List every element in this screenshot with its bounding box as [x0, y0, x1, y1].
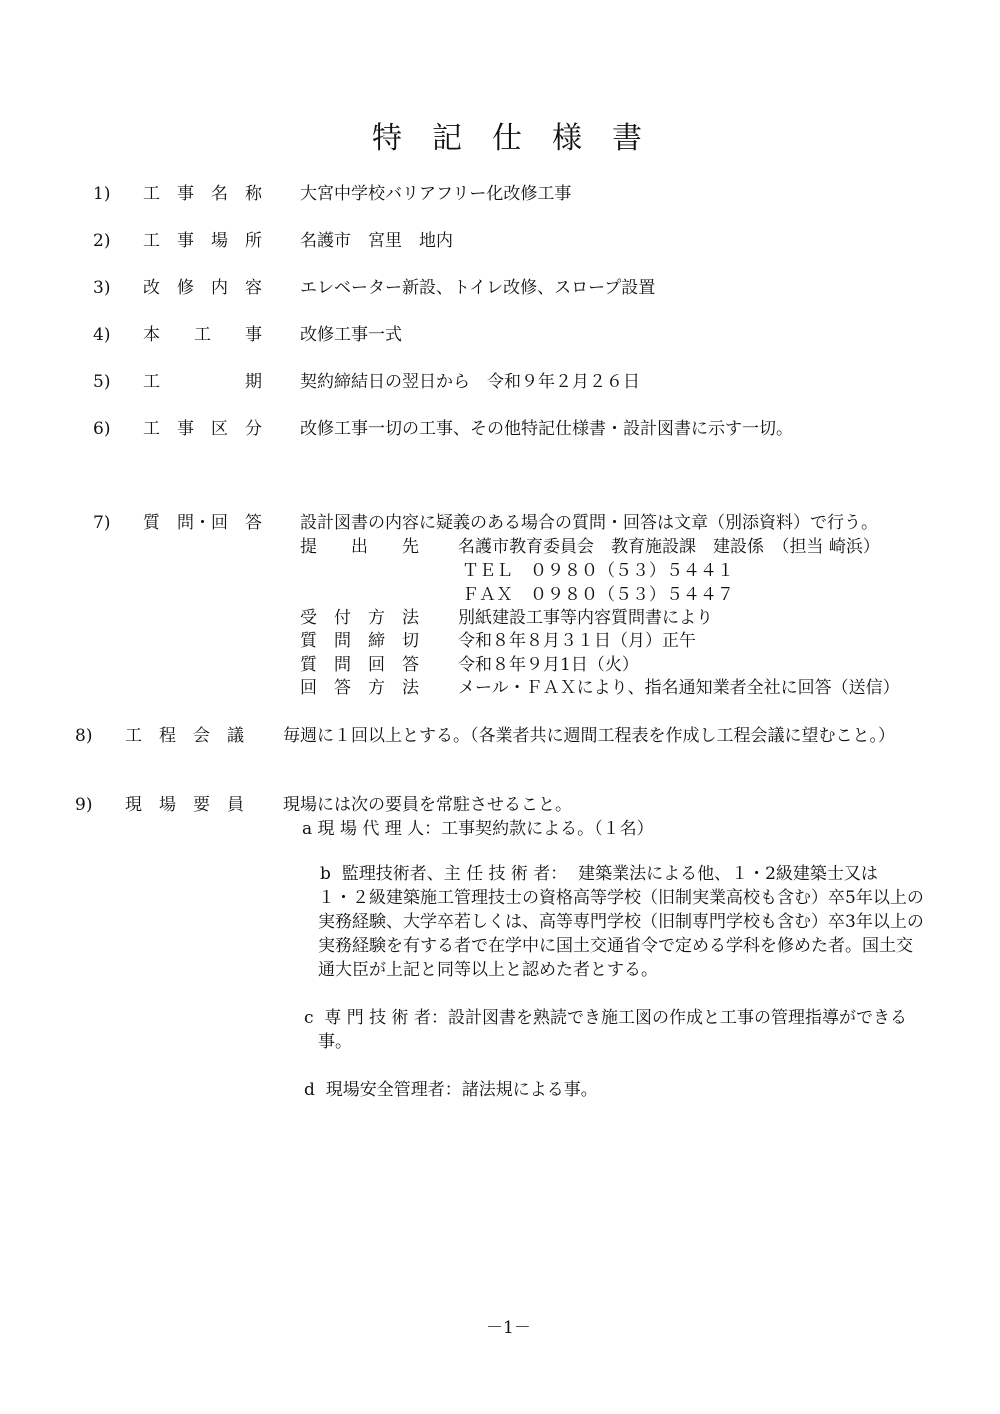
- item-value: 名護市 宮里 地内: [300, 231, 453, 251]
- staff-d: d 現場安全管理者：諸法規による事。: [304, 1080, 598, 1100]
- item-label: 質 問・回 答: [143, 513, 262, 533]
- item-number: 1): [93, 184, 111, 204]
- qa-method-label: 回 答 方 法: [300, 678, 419, 698]
- staff-b-line: １・２級建築施工管理技士の資格高等学校（旧制実業高校も含む）卒5年以上の: [318, 888, 924, 908]
- item-value: 契約締結日の翌日から 令和９年２月２６日: [300, 372, 640, 392]
- qa-deadline-label: 質 問 締 切: [300, 631, 419, 651]
- item-number: 4): [93, 325, 111, 345]
- qa-tel: ＴＥＬ ０９８０（５３）５４４１: [462, 561, 734, 581]
- staff-b-line: 実務経験を有する者で在学中に国土交通省令で定める学科を修めた者。国土交: [318, 936, 913, 956]
- item-label: 現 場 要 員: [125, 795, 244, 815]
- staff-c-line: 事。: [318, 1032, 352, 1052]
- qa-reception-label: 受 付 方 法: [300, 608, 419, 628]
- document-title: 特 記 仕 様 書: [372, 121, 642, 156]
- item-number: 2): [93, 231, 111, 251]
- qa-answer-value: 令和８年９月1日（火）: [458, 655, 639, 675]
- item-label: 工 事 名 称: [143, 184, 262, 204]
- item-number: 7): [93, 513, 111, 533]
- item-value: エレベーター新設、トイレ改修、スロープ設置: [300, 278, 656, 298]
- item-value: 改修工事一切の工事、その他特記仕様書・設計図書に示す一切。: [300, 419, 793, 439]
- meeting-value: 毎週に１回以上とする。（各業者共に週間工程表を作成し工程会議に望むこと。）: [283, 726, 895, 746]
- item-number: 9): [75, 795, 93, 815]
- staff-b-line: b 監理技術者、主 任 技 術 者： 建築業法による他、１・2級建築士又は: [320, 864, 878, 884]
- qa-submit-value: 名護市教育委員会 教育施設課 建設係 （担当 崎浜）: [458, 537, 880, 557]
- staff-a: a 現 場 代 理 人：工事契約款による。（１名）: [302, 819, 654, 839]
- item-number: 5): [93, 372, 111, 392]
- item-value: 大宮中学校バリアフリー化改修工事: [300, 184, 572, 204]
- item-number: 3): [93, 278, 111, 298]
- item-label: 工 期: [143, 372, 262, 392]
- qa-submit-label: 提 出 先: [300, 537, 419, 557]
- staff-b-line: 実務経験、大学卒若しくは、高等専門学校（旧制専門学校も含む）卒3年以上の: [318, 912, 924, 932]
- item-label: 本 工 事: [143, 325, 262, 345]
- qa-reception-value: 別紙建設工事等内容質問書により: [458, 608, 713, 628]
- item-number: 6): [93, 419, 111, 439]
- qa-fax: ＦＡＸ ０９８０（５３）５４４７: [462, 585, 734, 605]
- qa-deadline-value: 令和８年８月３１日（月）正午: [458, 631, 696, 651]
- item-number: 8): [75, 726, 93, 746]
- item-label: 改 修 内 容: [143, 278, 262, 298]
- staff-b-line: 通大臣が上記と同等以上と認めた者とする。: [318, 960, 658, 980]
- qa-answer-label: 質 問 回 答: [300, 655, 419, 675]
- page-number: －1－: [486, 1318, 531, 1338]
- item-label: 工 事 場 所: [143, 231, 262, 251]
- qa-intro: 設計図書の内容に疑義のある場合の質問・回答は文章（別添資料）で行う。: [300, 513, 878, 533]
- item-value: 改修工事一式: [300, 325, 402, 345]
- qa-method-value: メール・ＦＡＸにより、指名通知業者全社に回答（送信）: [458, 678, 900, 698]
- staff-intro: 現場には次の要員を常駐させること。: [283, 795, 572, 815]
- item-label: 工 事 区 分: [143, 419, 262, 439]
- item-label: 工 程 会 議: [125, 726, 244, 746]
- staff-c-line: c 専 門 技 術 者：設計図書を熟読でき施工図の作成と工事の管理指導ができる: [304, 1008, 907, 1028]
